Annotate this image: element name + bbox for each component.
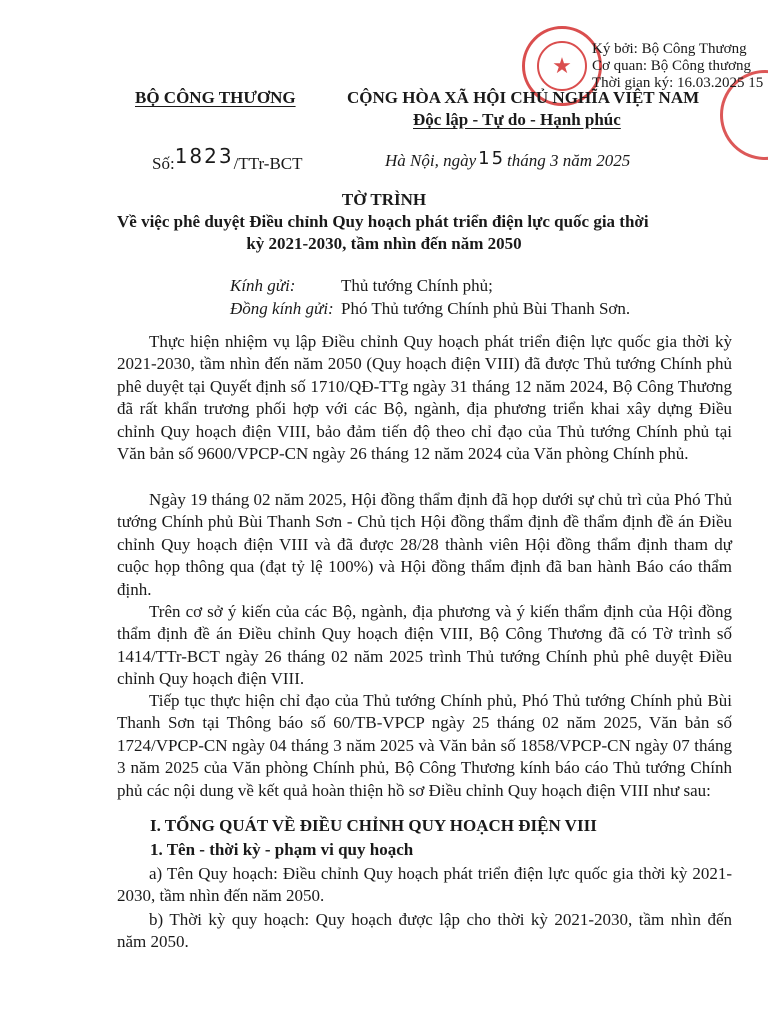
subject-line-1: Về việc phê duyệt Điều chỉnh Quy hoạch phát triển điện lực quốc gia thời (117, 212, 649, 231)
paragraph-1: Thực hiện nhiệm vụ lập Điều chỉnh Quy hoạch phát triển điện lực quốc gia thời kỳ 2021-2030, tầm nhìn đến năm 2050 (Quy hoạch điện VIII) đã được Thủ tướng Chính phủ phê duyệt tại Quyết định số 1710/QĐ-TTg ngày 31 tháng 12 năm 2024, Bộ Công Thương đã rất khẩn trương phối hợp với các Bộ, ngành, địa phương triển khai xây dựng Điều chỉnh Quy hoạch điện VIII, bảo đảm tiến độ theo chỉ đạo của Thủ tướng Chính phủ tại Văn bản số 9600/VPCP-CN ngày 26 tháng 12 năm 2024 của Văn phòng Chính phủ. (117, 332, 732, 464)
section-heading: I. TỔNG QUÁT VỀ ĐIỀU CHỈNH QUY HOẠCH ĐIỆN VIII (150, 816, 597, 835)
paragraph-4: Tiếp tục thực hiện chỉ đạo của Thủ tướng Chính phủ, Phó Thủ tướng Chính phủ Bùi Thanh Sơn tại Thông báo số 60/TB-VPCP ngày 25 tháng 02 năm 2025, Văn bản số 1724/VPCP-CN ngày 04 tháng 3 năm 2025 và Văn bản số 1858/VPCP-CN ngày 07 tháng 3 năm 2025 của Văn phòng Chính phủ, Bộ Công Thương kính báo cáo Thủ tướng Chính phủ các nội dung về kết quả hoàn thiện hồ sơ Điều chỉnh Quy hoạch điện VIII như sau: (117, 691, 732, 800)
date-suffix: tháng 3 năm 2025 (507, 151, 631, 170)
ministry-name: BỘ CÔNG THƯƠNG (135, 88, 296, 107)
signature-time: Thời gian ký: 16.03.2025 15 (592, 75, 764, 91)
date-day-handwritten: 15 (478, 148, 506, 169)
signature-signer: Ký bởi: Bộ Công Thương (592, 41, 747, 57)
subsection-heading: 1. Tên - thời kỳ - phạm vi quy hoạch (150, 840, 414, 859)
star-icon: ★ (537, 41, 587, 91)
cc-value: Phó Thủ tướng Chính phủ Bùi Thanh Sơn. (341, 299, 631, 318)
paragraph-2: Ngày 19 tháng 02 năm 2025, Hội đồng thẩm định đã họp dưới sự chủ trì của Phó Thủ tướng Chính phủ Bùi Thanh Sơn - Chủ tịch Hội đồng thẩm định đề thẩm định đề án Điều chỉnh Quy hoạch điện VIII và đã được 28/28 thành viên Hội đồng thẩm định tham dự cuộc họp thông qua (đạt tỷ lệ 100%) và Hội đồng thẩm định đã ban hành Báo cáo thẩm định. (117, 490, 732, 599)
number-suffix: /TTr-BCT (233, 154, 303, 173)
number-prefix: Số: (152, 154, 175, 173)
document-number (152, 144, 303, 174)
to-value: Thủ tướng Chính phủ; (341, 276, 493, 295)
item-b: b) Thời kỳ quy hoạch: Quy hoạch được lập cho thời kỳ 2021-2030, tầm nhìn đến năm 2050. (117, 910, 732, 952)
document-type: TỜ TRÌNH (341, 190, 427, 209)
signature-agency: Cơ quan: Bộ Công thương (592, 58, 752, 74)
item-a: a) Tên Quy hoạch: Điều chỉnh Quy hoạch phát triển điện lực quốc gia thời kỳ 2021-2030, tầm nhìn đến năm 2050. (117, 864, 732, 906)
to-label: Kính gửi: (230, 276, 296, 295)
country-name: CỘNG HÒA XÃ HỘI CHỦ NGHĨA VIỆT NAM (347, 88, 700, 107)
document-date (385, 150, 630, 171)
date-prefix: Hà Nội, ngày (385, 151, 477, 170)
number-handwritten: 1823 (174, 144, 234, 168)
paragraph-3: Trên cơ sở ý kiến của các Bộ, ngành, địa phương và ý kiến thẩm định của Hội đồng thẩm định đề án Điều chỉnh Quy hoạch điện VIII, Bộ Công Thương đã có Tờ trình số 1414/TTr-BCT ngày 26 tháng 02 năm 2025 trình Thủ tướng Chính phủ phê duyệt Điều chỉnh Quy hoạch điện VIII. (117, 602, 732, 689)
subject-line-2: kỳ 2021-2030, tầm nhìn đến năm 2050 (246, 234, 522, 253)
motto: Độc lập - Tự do - Hạnh phúc (413, 110, 621, 129)
cc-label: Đồng kính gửi: (230, 299, 334, 318)
